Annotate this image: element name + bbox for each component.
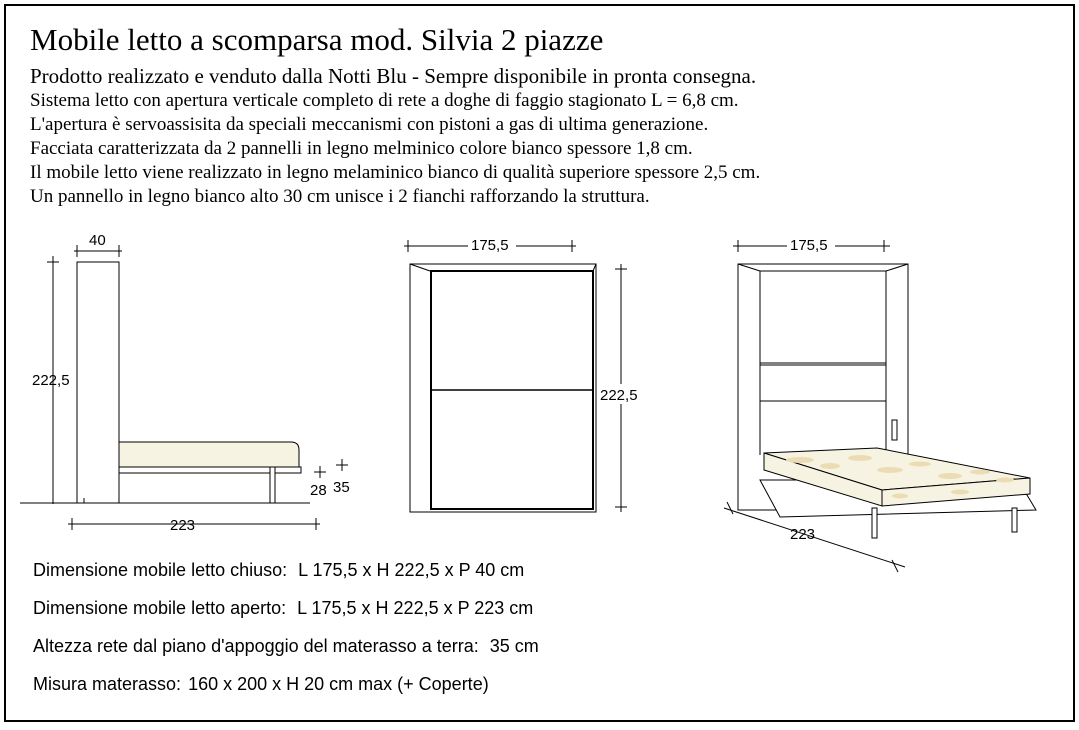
reinforcement-panel bbox=[760, 365, 886, 401]
label-front-height: 222,5 bbox=[600, 387, 638, 404]
spec-row-net-height bbox=[33, 633, 539, 671]
spec-value: 160 x 200 x H 20 cm max (+ Coperte) bbox=[188, 674, 489, 694]
spec-row-open bbox=[33, 595, 539, 633]
spec-row-mattress bbox=[33, 671, 539, 709]
label-side-open-depth: 223 bbox=[170, 517, 196, 534]
spec-row-closed bbox=[33, 557, 539, 595]
label-leg-height-a: 28 bbox=[310, 482, 327, 499]
spec-label: Dimensione mobile letto aperto: bbox=[33, 598, 287, 618]
spec-value: L 175,5 x H 222,5 x P 223 cm bbox=[297, 598, 534, 618]
front-view-closed bbox=[404, 240, 627, 512]
spec-label: Dimensione mobile letto chiuso: bbox=[33, 560, 288, 580]
cabinet-side-panel bbox=[77, 262, 119, 503]
label-leg-height-b: 35 bbox=[333, 479, 350, 496]
label-open-depth: 223 bbox=[790, 526, 816, 543]
specs-list bbox=[33, 557, 539, 709]
spec-label: Misura materasso: bbox=[33, 674, 182, 694]
open-bed-leg bbox=[872, 508, 877, 538]
description-line: Facciata caratterizzata da 2 pannelli in legno melminico colore bianco spessore 1,8 cm. bbox=[30, 138, 693, 159]
description-line: Un pannello in legno bianco alto 30 cm unisce i 2 fianchi rafforzando la struttura. bbox=[30, 186, 650, 207]
page-title: Mobile letto a scomparsa mod. Silvia 2 piazze bbox=[30, 22, 604, 57]
gas-piston bbox=[892, 420, 897, 440]
front-view-open bbox=[724, 240, 1036, 572]
description-line: Sistema letto con apertura verticale completo di rete a doghe di faggio stagionato L = 6,8 cm. bbox=[30, 90, 739, 111]
side-mattress bbox=[119, 442, 299, 467]
side-bed-leg bbox=[270, 467, 275, 503]
label-side-depth: 40 bbox=[89, 232, 106, 249]
description-line: L'apertura è servoassisita da speciali meccanismi con pistoni a gas di ultima generazione. bbox=[30, 114, 709, 135]
label-open-width: 175,5 bbox=[790, 237, 828, 254]
spec-label: Altezza rete dal piano d'appoggio del materasso a terra: bbox=[33, 636, 479, 656]
description-line: Il mobile letto viene realizzato in legno melaminico bianco di qualità superiore spessore 2,5 cm. bbox=[30, 162, 761, 183]
spec-value: 35 cm bbox=[489, 636, 539, 656]
label-side-height: 222,5 bbox=[32, 372, 70, 389]
open-bed-leg bbox=[1012, 508, 1017, 532]
label-front-width: 175,5 bbox=[471, 237, 509, 254]
spec-value: L 175,5 x H 222,5 x P 40 cm bbox=[298, 560, 525, 580]
description-line: Prodotto realizzato e venduto dalla Notti Blu - Sempre disponibile in pronta consegna. bbox=[30, 64, 757, 88]
